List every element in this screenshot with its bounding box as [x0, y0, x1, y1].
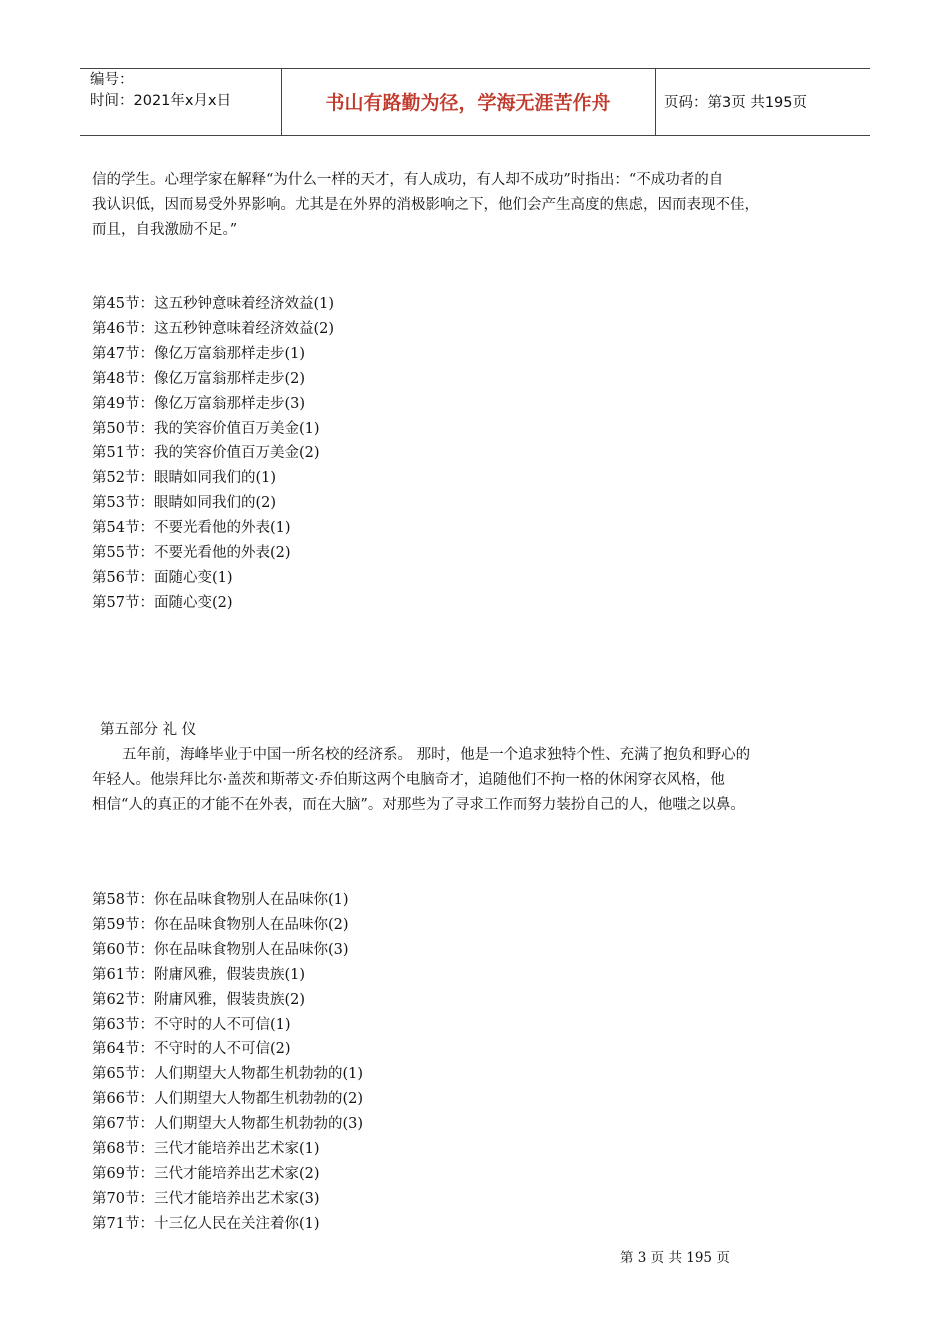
section-line: 五年前，海峰毕业于中国一所名校的经济系。 那时，他是一个追求独特个性、充满了抱负和野心的 [122, 747, 751, 763]
intro-line: 而且，自我激励不足。” [92, 222, 238, 238]
toc-entry: 第57节：面随心变(2) [92, 594, 233, 611]
toc-entry: 第70节：三代才能培养出艺术家(3) [92, 1190, 320, 1207]
toc-entry: 第50节：我的笑容价值百万美金(1) [92, 420, 320, 437]
toc-entry: 第46节：这五秒钟意味着经济效益(2) [92, 320, 334, 337]
toc-entry: 第68节：三代才能培养出艺术家(1) [92, 1141, 320, 1158]
toc-entry: 第60节：你在品味食物别人在品味你(3) [92, 941, 349, 958]
toc-entry: 第56节：面随心变(1) [92, 569, 233, 586]
toc-entry: 第66节：人们期望大人物都生机勃勃的(2) [92, 1091, 363, 1108]
header-bottom-rule [80, 135, 870, 136]
header-motto: 书山有路勤为径，学海无涯苦作舟 [325, 92, 611, 114]
toc-entry: 第53节：眼睛如同我们的(2) [92, 495, 276, 512]
header-page-label: 页码：第3页 共195页 [664, 95, 808, 111]
toc-list-part1 [92, 292, 334, 616]
intro-line: 我认识低，因而易受外界影响。尤其是在外界的消极影响之下，他们会产生高度的焦虑，因而表现不佳， [92, 197, 759, 213]
section-line: 相信“人的真正的才能不在外表，而在大脑”。对那些为了寻求工作而努力装扮自己的人，他嗤之以鼻。 [92, 797, 745, 813]
toc-entry: 第47节：像亿万富翁那样走步(1) [92, 345, 305, 362]
intro-line: 信的学生。心理学家在解释“为什么一样的天才，有人成功，有人却不成功”时指出：“不成功者的自 [92, 172, 724, 188]
toc-entry: 第62节：附庸风雅，假装贵族(2) [92, 991, 305, 1008]
page-footer: 第 3 页 共 195 页 [620, 1250, 730, 1266]
toc-entry: 第61节：附庸风雅，假装贵族(1) [92, 966, 305, 983]
toc-entry: 第49节：像亿万富翁那样走步(3) [92, 395, 305, 412]
toc-entry: 第69节：三代才能培养出艺术家(2) [92, 1165, 320, 1182]
section-line: 年轻人。他崇拜比尔·盖茨和斯蒂文·乔伯斯这两个电脑奇才，追随他们不拘一格的休闲穿衣风格，他 [92, 772, 725, 788]
toc-entry: 第58节：你在品味食物别人在品味你(1) [92, 892, 349, 908]
document-number-label: 编号： [90, 72, 134, 88]
toc-entry: 第48节：像亿万富翁那样走步(2) [92, 370, 305, 387]
header-meta [90, 70, 231, 112]
intro-paragraph [92, 168, 862, 243]
toc-entry: 第65节：人们期望大人物都生机勃勃的(1) [92, 1066, 363, 1083]
toc-entry: 第54节：不要光看他的外表(1) [92, 520, 291, 537]
toc-entry: 第52节：眼睛如同我们的(1) [92, 470, 276, 487]
toc-list-part2 [92, 888, 363, 1237]
section-paragraph [92, 743, 862, 818]
toc-entry: 第71节：十三亿人民在关注着你(1) [92, 1215, 320, 1232]
toc-entry: 第67节：人们期望大人物都生机勃勃的(3) [92, 1116, 363, 1133]
toc-entry: 第55节：不要光看他的外表(2) [92, 545, 291, 562]
toc-entry: 第63节：不守时的人不可信(1) [92, 1016, 291, 1033]
toc-entry: 第59节：你在品味食物别人在品味你(2) [92, 916, 349, 933]
section-title: 第五部分 礼 仪 [100, 722, 197, 738]
toc-entry: 第64节：不守时的人不可信(2) [92, 1041, 291, 1058]
toc-entry: 第45节：这五秒钟意味着经济效益(1) [92, 296, 334, 312]
header-separator-right [655, 68, 656, 135]
toc-entry: 第51节：我的笑容价值百万美金(2) [92, 445, 320, 462]
document-date-label: 时间：2021年x月x日 [90, 93, 232, 109]
